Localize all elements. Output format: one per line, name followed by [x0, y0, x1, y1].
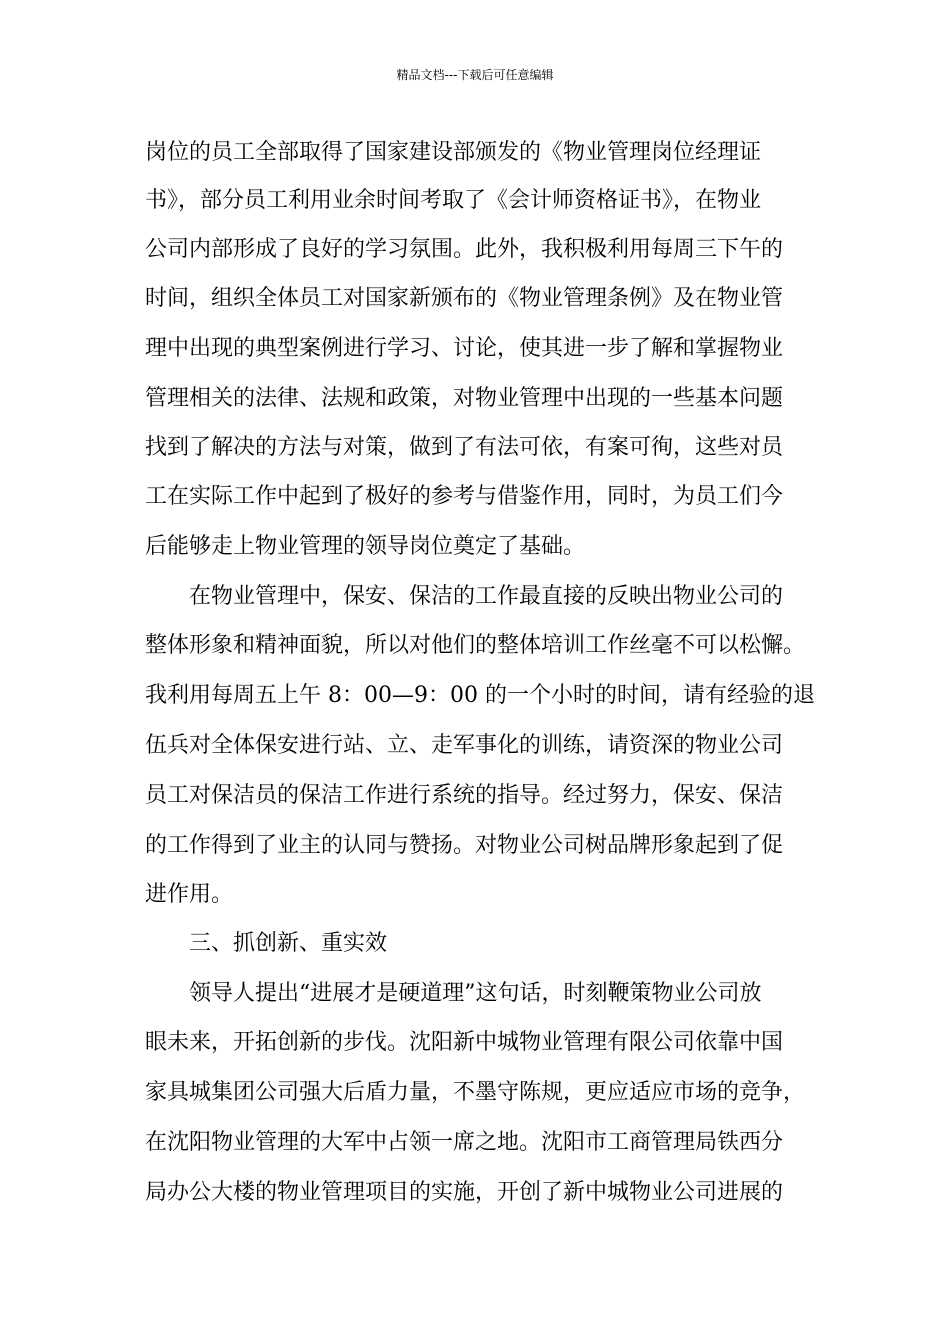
page-header: 精品文档---下载后可任意编辑: [396, 68, 554, 82]
body-line-20: 家具城集团公司强大后盾力量，不墨守陈规，更应适应市场的竞争，: [145, 1080, 806, 1105]
body-line-2: 书》，部分员工利用业余时间考取了《会计师资格证书》，在物业: [145, 188, 762, 213]
body-line-22: 局办公大楼的物业管理项目的实施，开创了新中城物业公司进展的: [145, 1180, 784, 1205]
body-line-14: 员工对保洁员的保洁工作进行系统的指导。经过努力，保安、保洁: [145, 783, 784, 808]
body-line-12: 我利用每周五上午 8：00—9：00 的一个小时的时间，请有经验的退: [145, 683, 815, 708]
section-heading: 三、抓创新、重实效: [145, 931, 388, 956]
body-line-8: 工在实际工作中起到了极好的参考与借鉴作用，同时，为员工们今: [145, 484, 784, 509]
body-line-15: 的工作得到了业主的认同与赞扬。对物业公司树品牌形象起到了促: [145, 833, 784, 858]
body-line-4: 时间，组织全体员工对国家新颁布的《物业管理条例》及在物业管: [145, 286, 784, 311]
body-line-11: 整体形象和精神面貌，所以对他们的整体培训工作丝毫不可以松懈。: [145, 633, 806, 658]
body-line-13: 伍兵对全体保安进行站、立、走军事化的训练，请资深的物业公司: [145, 733, 784, 758]
body-line-7: 找到了解决的方法与对策，做到了有法可依，有案可徇，这些对员: [145, 435, 784, 460]
body-line-21: 在沈阳物业管理的大军中占领一席之地。沈阳市工商管理局铁西分: [145, 1130, 784, 1155]
body-line-10: 在物业管理中，保安、保洁的工作最直接的反映出物业公司的: [145, 584, 784, 609]
body-line-18: 领导人提出“进展才是硬道理”这句话，时刻鞭策物业公司放: [145, 981, 762, 1006]
body-line-16: 进作用。: [145, 882, 234, 907]
body-line-1: 岗位的员工全部取得了国家建设部颁发的《物业管理岗位经理证: [145, 140, 762, 165]
body-line-19: 眼未来，开拓创新的步伐。沈阳新中城物业管理有限公司依靠中国: [145, 1030, 784, 1055]
body-line-6: 管理相关的法律、法规和政策，对物业管理中出现的一些基本问题: [145, 386, 784, 411]
body-line-3: 公司内部形成了良好的学习氛围。此外，我积极利用每周三下午的: [145, 237, 784, 262]
body-line-9: 后能够走上物业管理的领导岗位奠定了基础。: [145, 534, 586, 559]
body-line-5: 理中出现的典型案例进行学习、讨论，使其进一步了解和掌握物业: [145, 336, 784, 361]
